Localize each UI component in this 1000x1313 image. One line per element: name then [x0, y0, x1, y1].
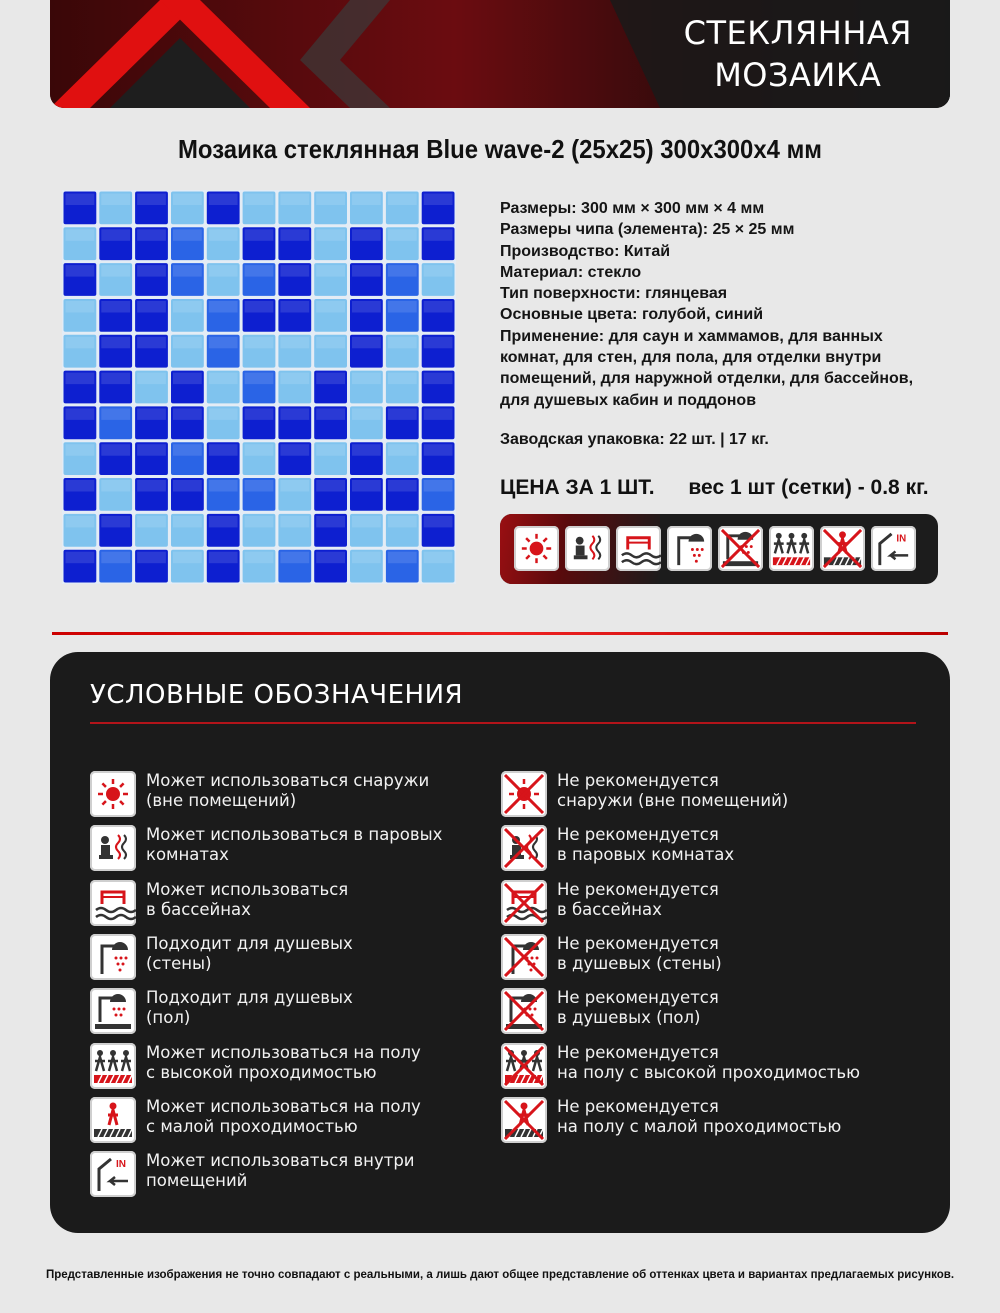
spec-line: Материал: стекло — [500, 263, 642, 281]
legend-item — [501, 880, 901, 930]
shower-floor-icon — [90, 988, 136, 1034]
sun-icon — [90, 771, 136, 817]
legend-item — [90, 771, 490, 821]
low-traffic-floor-crossed-icon — [820, 526, 865, 571]
legend-item — [501, 771, 901, 821]
svg-text:IN: IN — [896, 533, 907, 545]
low-traffic-floor-icon — [90, 1097, 136, 1143]
header-title-line1: СТЕКЛЯННАЯ — [683, 14, 912, 52]
spec-list — [500, 198, 940, 411]
legend-item — [90, 1097, 490, 1147]
legend-item — [90, 825, 490, 875]
price-label: ЦЕНА ЗА 1 ШТ. — [500, 476, 655, 499]
legend-item-label: Может использоваться в паровых комнатах — [146, 825, 443, 865]
shower-floor-crossed-icon — [718, 526, 763, 571]
legend-item — [501, 825, 901, 875]
legend-item-label: Не рекомендуется в паровых комнатах — [557, 825, 735, 865]
legend-item-label: Подходит для душевых (стены) — [146, 933, 353, 973]
legend-item — [501, 1097, 901, 1147]
header-banner — [50, 0, 950, 108]
legend-item-label: Может использоваться на полу с малой проходимостью — [146, 1096, 421, 1136]
legend-item-label: Подходит для душевых (пол) — [146, 988, 353, 1028]
svg-text:IN: IN — [116, 1159, 126, 1171]
sun-crossed-icon — [501, 771, 547, 817]
legend-item-label: Не рекомендуется в душевых (стены) — [557, 933, 722, 973]
header-title — [684, 12, 912, 96]
legend-item — [90, 880, 490, 930]
low-traffic-floor-crossed-icon — [501, 1097, 547, 1143]
mosaic-image — [62, 190, 456, 584]
header-title-line2: МОЗАИКА — [714, 56, 882, 94]
legend-item-label: Может использоваться на полу с высокой проходимостью — [146, 1042, 421, 1082]
disclaimer: Представленные изображения не точно совпадают с реальными, а лишь дают общее представление об оттенках цвета и вариантах предлагаемых рисунков. — [45, 1269, 955, 1281]
sauna-icon — [565, 526, 610, 571]
pool-crossed-icon — [501, 880, 547, 926]
spec-line: помещений, для наружной отделки, для бассейнов, — [500, 370, 914, 388]
legend-title: УСЛОВНЫЕ ОБОЗНАЧЕНИЯ — [90, 680, 464, 710]
spec-line: для душевых кабин и поддонов — [500, 391, 757, 409]
shower-wall-icon — [667, 526, 712, 571]
legend-item-label: Не рекомендуется снаружи (вне помещений) — [557, 771, 789, 810]
indoor-icon — [871, 526, 916, 571]
legend-item — [90, 1043, 490, 1093]
spec-line: Тип поверхности: глянцевая — [500, 285, 728, 303]
indoor-icon — [90, 1151, 136, 1197]
legend-panel — [50, 652, 950, 1233]
spec-line: Размеры: 300 мм × 300 мм × 4 мм — [500, 200, 765, 217]
shower-floor-crossed-icon — [501, 988, 547, 1034]
legend-item-label: Не рекомендуется в душевых (пол) — [557, 988, 719, 1028]
high-traffic-floor-crossed-icon — [501, 1043, 547, 1089]
spec-line: Основные цвета: голубой, синий — [500, 306, 764, 324]
high-traffic-floor-icon — [769, 526, 814, 571]
section-divider — [52, 632, 948, 635]
legend-item — [501, 934, 901, 984]
high-traffic-floor-icon — [90, 1043, 136, 1089]
mosaic-tiles — [62, 190, 456, 584]
usage-icons-row — [514, 526, 916, 571]
legend-item-label: Не рекомендуется в бассейнах — [557, 879, 719, 919]
usage-icons-panel — [500, 514, 938, 584]
legend-item — [90, 934, 490, 984]
spec-line: комнат, для стен, для пола, для отделки внутри — [500, 349, 882, 367]
spec-line: Размеры чипа (элемента): 25 × 25 мм — [500, 221, 795, 239]
packaging-info: Заводская упаковка: 22 шт. | 17 кг. — [500, 431, 769, 448]
legend-underline — [90, 722, 916, 724]
spec-line: Применение: для саун и хаммамов, для ванных — [500, 327, 883, 345]
legend-item — [90, 988, 490, 1038]
sun-icon — [514, 526, 559, 571]
legend-item — [501, 1043, 901, 1093]
shower-wall-icon — [90, 934, 136, 980]
price-line — [500, 476, 929, 500]
legend-item — [90, 1151, 490, 1201]
legend-item-label: Не рекомендуется на полу с малой проходимостью — [557, 1096, 842, 1136]
sauna-crossed-icon — [501, 825, 547, 871]
legend-item-label: Может использоваться в бассейнах — [146, 879, 349, 919]
shower-wall-crossed-icon — [501, 934, 547, 980]
pool-icon — [90, 880, 136, 926]
legend-item — [501, 988, 901, 1038]
product-title: Мозаика стеклянная Blue wave-2 (25х25) 300х300х4 мм — [177, 134, 823, 164]
spec-line: Производство: Китай — [500, 242, 671, 260]
legend-item-label: Не рекомендуется на полу с высокой проходимостью — [557, 1042, 861, 1082]
weight-label: вес 1 шт (сетки) - 0.8 кг. — [688, 476, 929, 499]
pool-icon — [616, 526, 661, 571]
legend-item-label: Может использоваться снаружи (вне помещений) — [146, 771, 430, 810]
legend-item-label: Может использоваться внутри помещений — [146, 1151, 415, 1191]
sauna-icon — [90, 825, 136, 871]
